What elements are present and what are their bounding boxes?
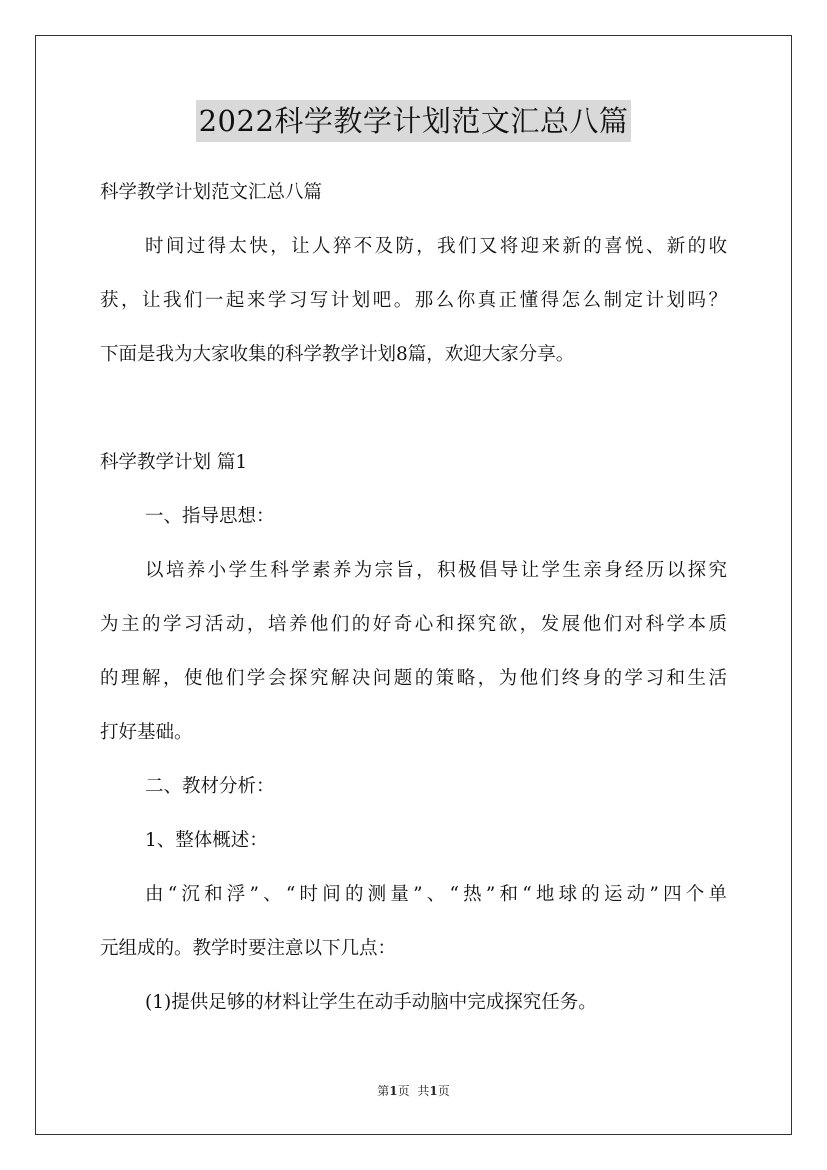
total-pages: 1 (429, 1084, 438, 1098)
document-title: 2022科学教学计划范文汇总八篇 (196, 100, 632, 142)
point-1-line: (1)提供足够的材料让学生在动手动脑中完成探究任务。 (145, 992, 597, 1013)
page-prefix: 第 (377, 1084, 390, 1098)
paragraph-line-1: 以培养小学生科学素养为宗旨，积极倡导让学生亲身经历以探究 (145, 560, 727, 581)
intro-line-1: 时间过得太快，让人猝不及防，我们又将迎来新的喜悦、新的收 (145, 236, 727, 257)
heading-guiding-ideology: 一、指导思想： (145, 506, 275, 527)
page-suffix: 页 (397, 1084, 410, 1098)
document-body (100, 166, 727, 1030)
blank-line (100, 382, 727, 436)
page-number: 1 (389, 1084, 398, 1098)
paragraph-line-2: 为主的学习活动，培养他们的好奇心和探究欲，发展他们对科学本质 (100, 614, 727, 635)
heading-textbook-analysis: 二、教材分析： (145, 776, 275, 797)
total-prefix: 共 (417, 1084, 430, 1098)
paragraph-line-4: 打好基础。 (100, 722, 193, 743)
intro-line-3: 下面是我为大家收集的科学教学计划8篇，欢迎大家分享。 (100, 344, 575, 365)
intro-line-2: 获，让我们一起来学习写计划吧。那么你真正懂得怎么制定计划吗？ (100, 290, 727, 311)
heading-overview: 1、整体概述： (145, 830, 268, 851)
overview-line-1: 由“沉和浮”、“时间的测量”、“热”和“地球的运动”四个单 (145, 884, 727, 905)
section-heading-1: 科学教学计划 篇1 (100, 452, 248, 473)
overview-line-2: 元组成的。教学时要注意以下几点： (100, 938, 397, 959)
title-container (0, 100, 827, 142)
subtitle-line: 科学教学计划范文汇总八篇 (100, 182, 323, 203)
total-suffix: 页 (437, 1084, 450, 1098)
page-footer (0, 1082, 827, 1099)
paragraph-line-3: 的理解，使他们学会探究解决问题的策略，为他们终身的学习和生活 (100, 668, 727, 689)
